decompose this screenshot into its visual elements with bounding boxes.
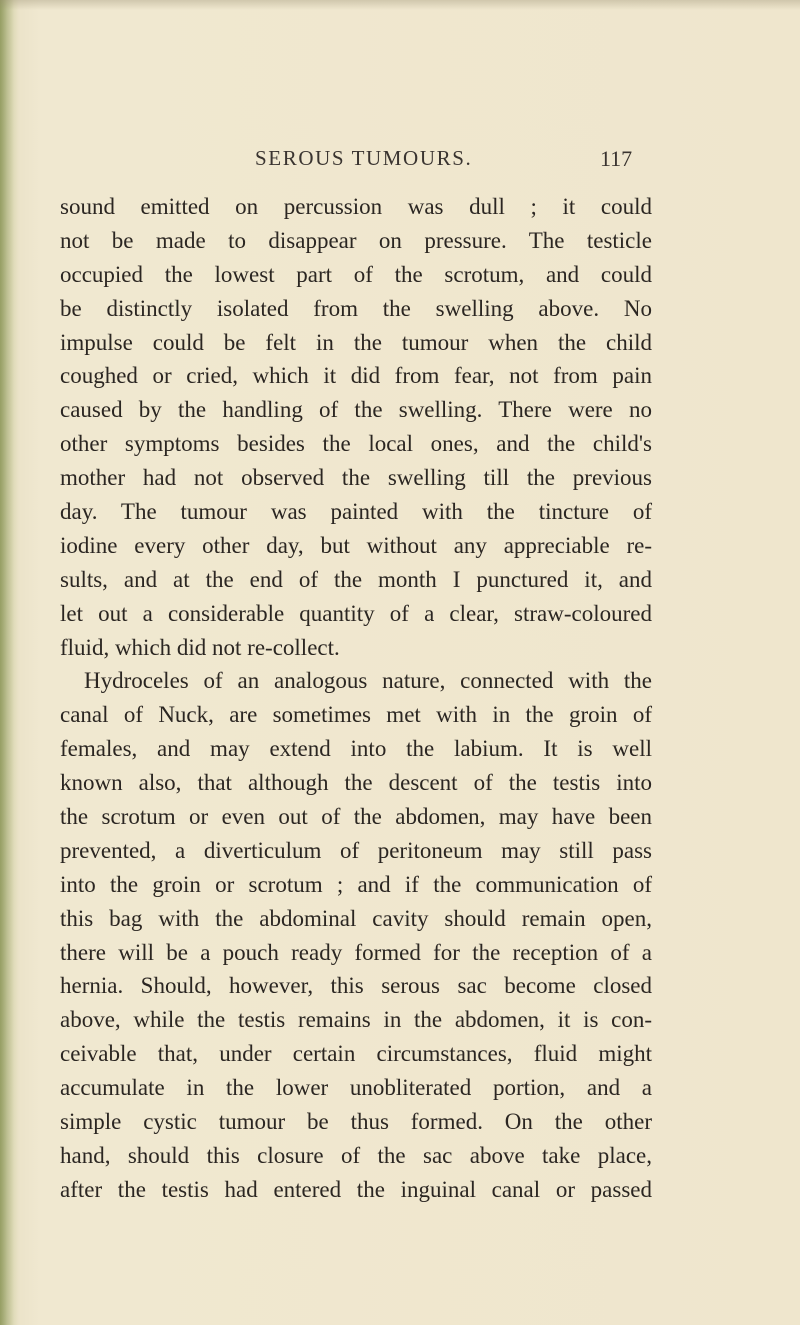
text-line: prevented, a diverticulum of peritoneum may still pass xyxy=(60,837,652,863)
text-line: after the testis had entered the inguinal canal or passed xyxy=(60,1176,652,1202)
text-line: the scrotum or even out of the abdomen, may have been xyxy=(60,804,652,830)
paragraph-end-line: fluid, which did not re-collect. xyxy=(60,634,340,660)
text-line: above, while the testis remains in the abdomen, it is con- xyxy=(60,1007,652,1033)
text-line: sults, and at the end of the month I punctured it, and xyxy=(60,566,652,592)
text-line: impulse could be felt in the tumour when the child xyxy=(60,329,652,355)
text-line: ceivable that, under certain circumstances, fluid might xyxy=(60,1041,652,1067)
body-text xyxy=(60,190,652,1207)
text-line: accumulate in the lower unobliterated portion, and a xyxy=(60,1075,652,1101)
page-number: 117 xyxy=(600,146,633,171)
text-line: not be made to disappear on pressure. The testicle xyxy=(60,227,652,253)
text-line: hand, should this closure of the sac above take place, xyxy=(60,1142,652,1168)
text-line: mother had not observed the swelling till the previous xyxy=(60,465,652,491)
text-line: this bag with the abdominal cavity should remain open, xyxy=(60,905,652,931)
running-head-title: SEROUS TUMOURS. xyxy=(255,146,473,170)
text-line: day. The tumour was painted with the tincture of xyxy=(60,499,652,525)
text-line: females, and may extend into the labium. It is well xyxy=(60,736,652,762)
binding-gutter-shadow xyxy=(0,0,20,1325)
page-top-edge xyxy=(0,0,800,10)
text-line: occupied the lowest part of the scrotum, and could xyxy=(60,261,652,287)
text-line: known also, that although the descent of the testis into xyxy=(60,770,652,796)
paragraph-start-line: Hydroceles of an analogous nature, connected with the xyxy=(84,668,652,694)
text-line: hernia. Should, however, this serous sac become closed xyxy=(60,973,652,999)
text-line: simple cystic tumour be thus formed. On the other xyxy=(60,1109,652,1135)
text-line: iodine every other day, but without any appreciable re- xyxy=(60,532,652,558)
text-line: be distinctly isolated from the swelling above. No xyxy=(60,295,652,321)
text-line: canal of Nuck, are sometimes met with in the groin of xyxy=(60,702,652,728)
text-line: into the groin or scrotum ; and if the communication of xyxy=(60,871,652,897)
running-head xyxy=(0,136,800,176)
text-line: caused by the handling of the swelling. There were no xyxy=(60,397,652,423)
text-line: there will be a pouch ready formed for the reception of a xyxy=(60,939,652,965)
text-line: let out a considerable quantity of a clear, straw-coloured xyxy=(60,600,652,626)
text-line: sound emitted on percussion was dull ; it could xyxy=(60,194,652,219)
text-line: coughed or cried, which it did from fear, not from pain xyxy=(60,363,652,389)
text-line: other symptoms besides the local ones, and the child's xyxy=(60,431,652,457)
